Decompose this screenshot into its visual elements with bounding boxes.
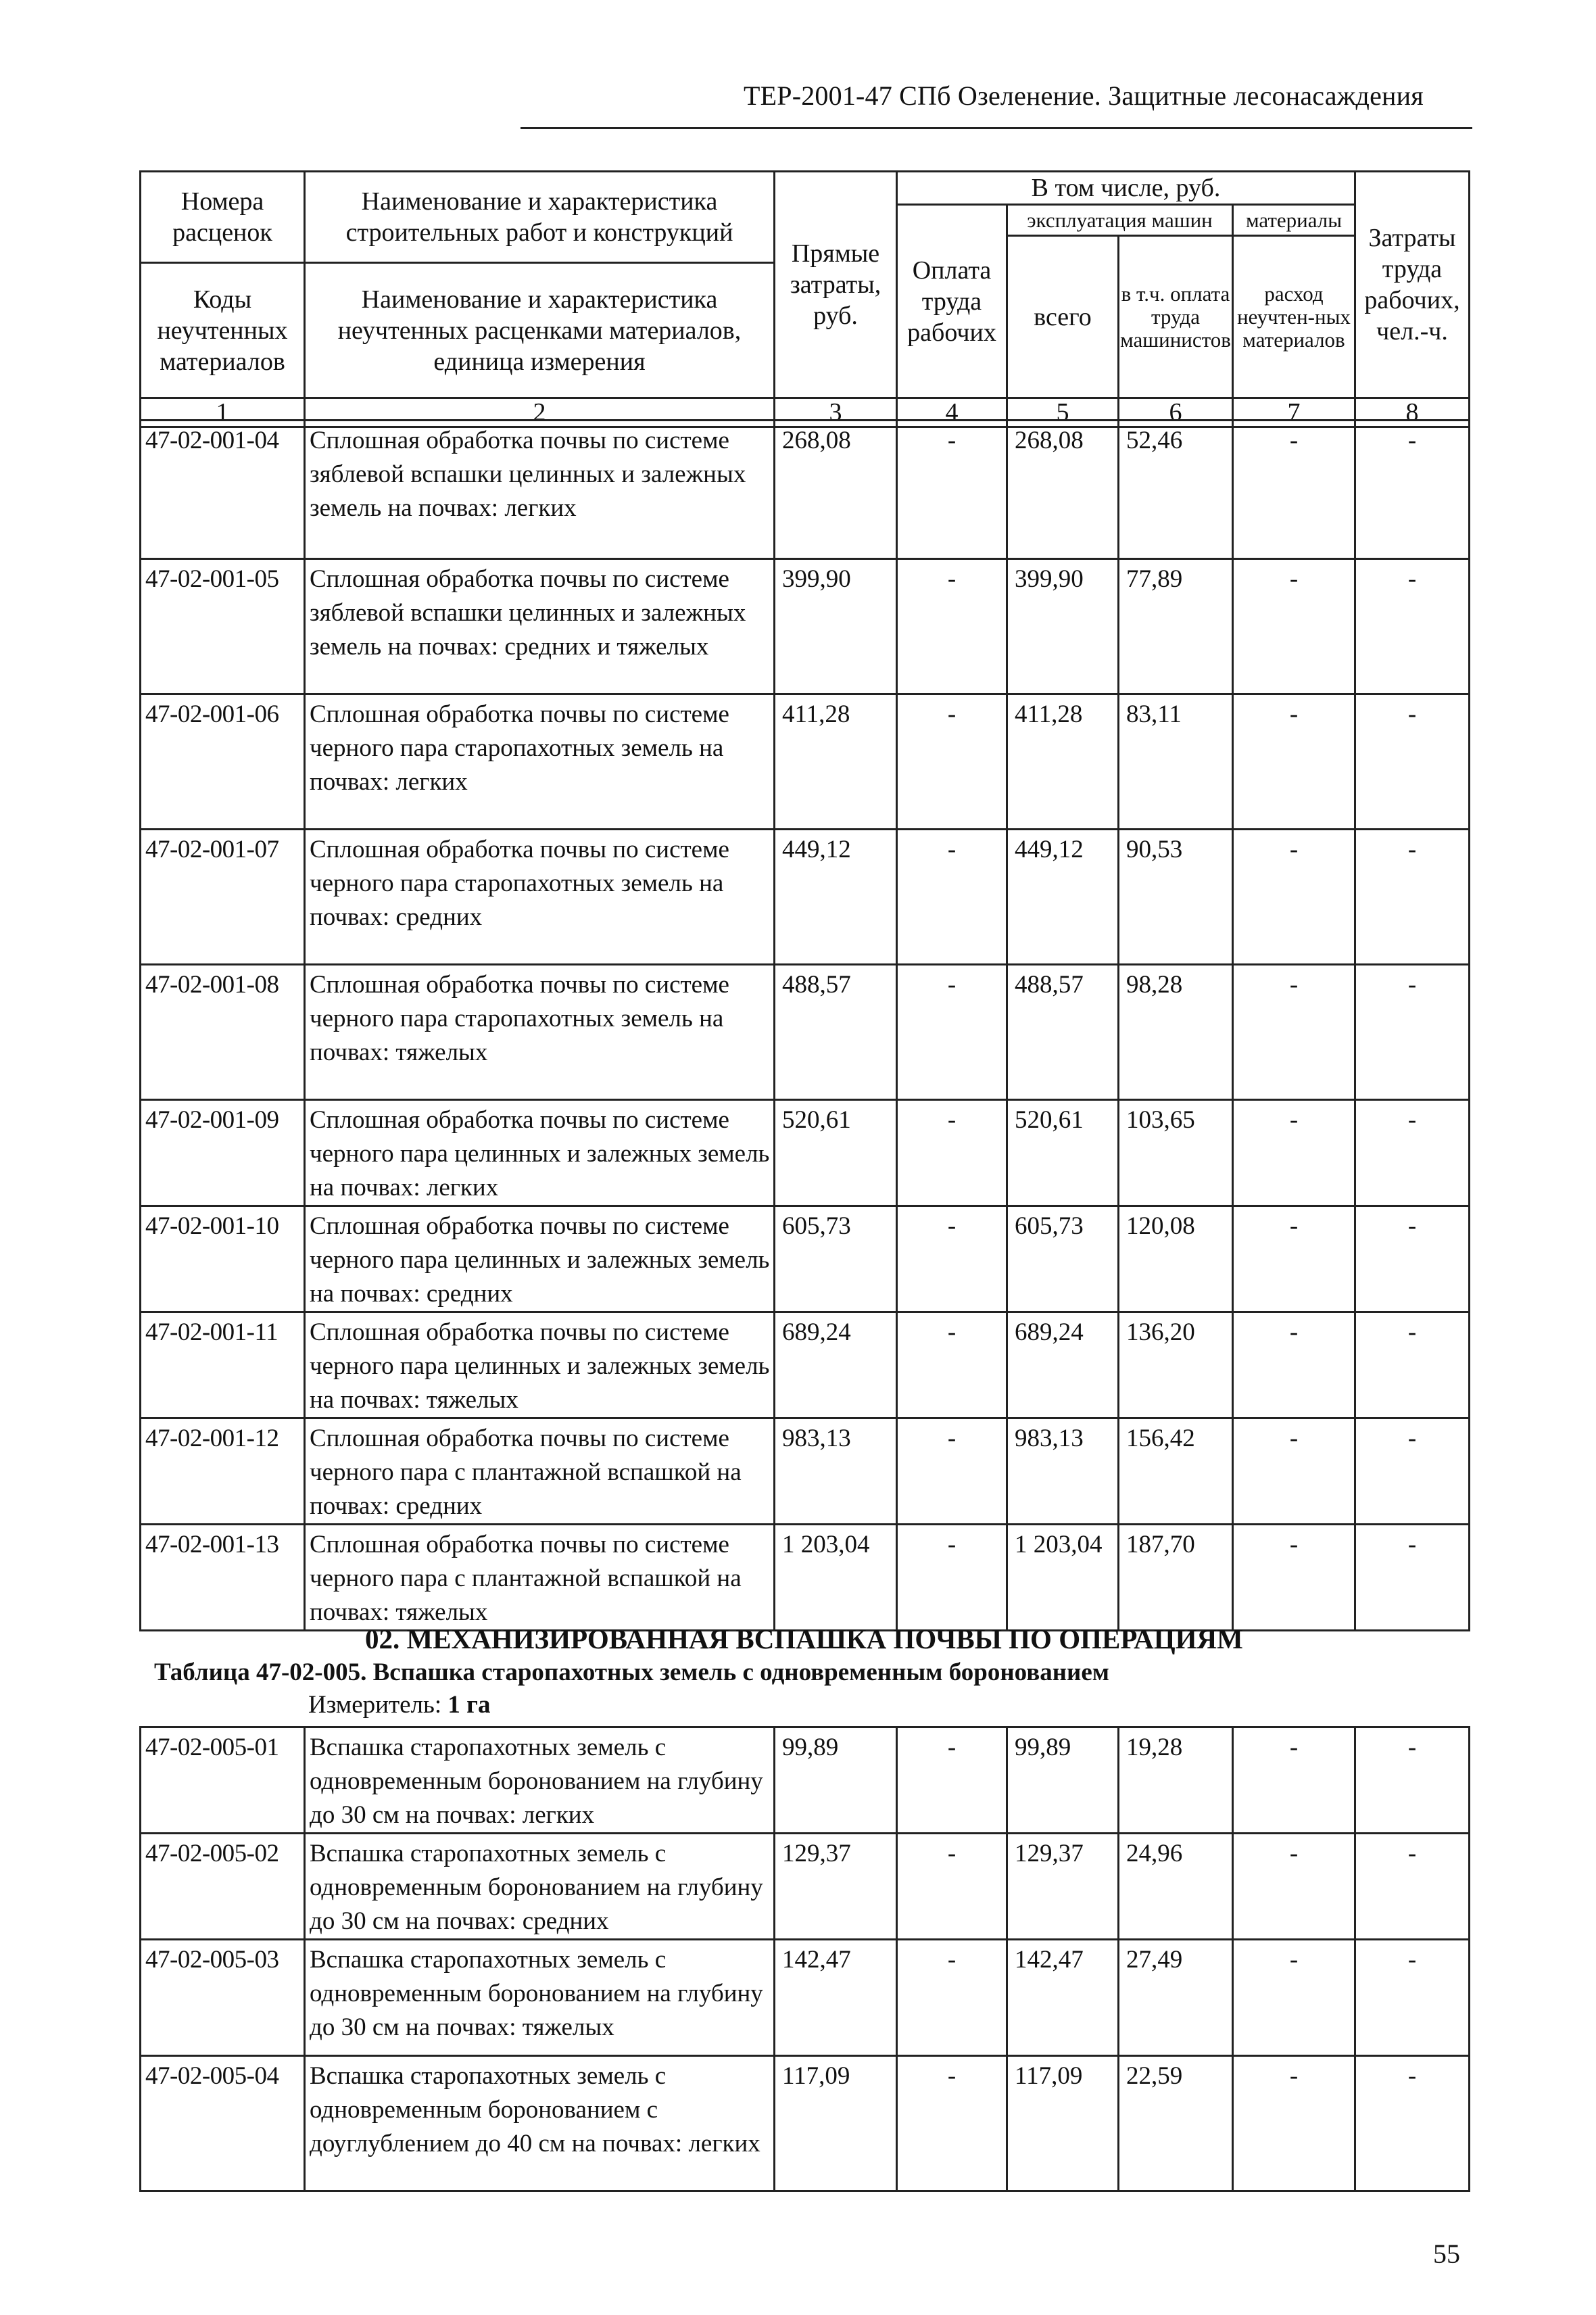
header-num-8: 8 <box>1355 398 1470 427</box>
labor-pay-cell: - <box>897 1940 1007 2056</box>
labor-pay-cell: - <box>897 1100 1007 1206</box>
rate-code-cell: 47-02-001-05 <box>141 559 305 694</box>
direct-costs-cell: 605,73 <box>775 1206 897 1312</box>
header-num-7: 7 <box>1233 398 1355 427</box>
machinists-pay-cell: 187,70 <box>1119 1525 1233 1631</box>
labor-hours-cell: - <box>1355 1727 1470 1834</box>
unit-value: 1 га <box>448 1691 491 1719</box>
direct-costs-cell: 689,24 <box>775 1312 897 1418</box>
header-labor-pay: Оплата труда рабочих <box>897 205 1007 398</box>
header-num-3: 3 <box>775 398 897 427</box>
rate-name-cell: Сплошная обработка почвы по системе черного пара целинных и залежных земель на почвах: легких <box>305 1100 775 1206</box>
header-materials-group: материалы <box>1233 205 1355 236</box>
labor-hours-cell: - <box>1355 965 1470 1100</box>
labor-hours-cell: - <box>1355 1525 1470 1631</box>
labor-pay-cell: - <box>897 1312 1007 1418</box>
machines-total-cell: 488,57 <box>1007 965 1119 1100</box>
materials-cost-cell: - <box>1233 1940 1355 2056</box>
machinists-pay-cell: 103,65 <box>1119 1100 1233 1206</box>
rate-name-cell: Сплошная обработка почвы по системе черного пара старопахотных земель на почвах: легких <box>305 694 775 830</box>
rate-name-cell: Вспашка старопахотных земель с одновременным боронованием с доуглублением до 40 см на почвах: легких <box>305 2056 775 2191</box>
rate-code-cell: 47-02-001-08 <box>141 965 305 1100</box>
materials-cost-cell: - <box>1233 1206 1355 1312</box>
machinists-pay-cell: 52,46 <box>1119 421 1233 559</box>
table-row <box>141 965 1470 1100</box>
materials-cost-cell: - <box>1233 559 1355 694</box>
table-row <box>141 1312 1470 1418</box>
labor-pay-cell: - <box>897 1418 1007 1525</box>
header-machines-total: всего <box>1007 236 1119 398</box>
header-num-4: 4 <box>897 398 1007 427</box>
labor-hours-cell: - <box>1355 1206 1470 1312</box>
direct-costs-cell: 411,28 <box>775 694 897 830</box>
table-row <box>141 1727 1470 1834</box>
materials-cost-cell: - <box>1233 830 1355 965</box>
page-number: 55 <box>1433 2239 1460 2269</box>
table-row <box>141 1834 1470 1940</box>
machinists-pay-cell: 77,89 <box>1119 559 1233 694</box>
machines-total-cell: 99,89 <box>1007 1727 1119 1834</box>
machinists-pay-cell: 90,53 <box>1119 830 1233 965</box>
rates-table-005 <box>139 1726 1470 2192</box>
direct-costs-cell: 399,90 <box>775 559 897 694</box>
header-name-top: Наименование и характеристика строительных работ и конструкций <box>305 172 775 263</box>
rate-code-cell: 47-02-005-04 <box>141 2056 305 2191</box>
rate-code-cell: 47-02-001-12 <box>141 1418 305 1525</box>
machinists-pay-cell: 156,42 <box>1119 1418 1233 1525</box>
labor-pay-cell: - <box>897 2056 1007 2191</box>
rate-name-cell: Сплошная обработка почвы по системе черного пара старопахотных земель на почвах: средних <box>305 830 775 965</box>
direct-costs-cell: 142,47 <box>775 1940 897 2056</box>
labor-hours-cell: - <box>1355 1418 1470 1525</box>
header-group-including: В том числе, руб. <box>897 172 1355 205</box>
header-labor-hours: Затраты труда рабочих, чел.-ч. <box>1355 172 1470 398</box>
machines-total-cell: 129,37 <box>1007 1834 1119 1940</box>
machines-total-cell: 268,08 <box>1007 421 1119 559</box>
machines-total-cell: 1 203,04 <box>1007 1525 1119 1631</box>
header-num-5: 5 <box>1007 398 1119 427</box>
rate-code-cell: 47-02-005-01 <box>141 1727 305 1834</box>
direct-costs-cell: 129,37 <box>775 1834 897 1940</box>
rate-name-cell: Сплошная обработка почвы по системе черного пара с плантажной вспашкой на почвах: средних <box>305 1418 775 1525</box>
machines-total-cell: 520,61 <box>1007 1100 1119 1206</box>
machinists-pay-cell: 120,08 <box>1119 1206 1233 1312</box>
labor-hours-cell: - <box>1355 1834 1470 1940</box>
machinists-pay-cell: 19,28 <box>1119 1727 1233 1834</box>
labor-hours-cell: - <box>1355 694 1470 830</box>
header-unaccounted-materials: расход неучтен-ных материалов <box>1233 236 1355 398</box>
machines-total-cell: 142,47 <box>1007 1940 1119 2056</box>
header-machines-group: эксплуатация машин <box>1007 205 1233 236</box>
table-row <box>141 694 1470 830</box>
direct-costs-cell: 1 203,04 <box>775 1525 897 1631</box>
rates-table-001 <box>139 419 1470 1631</box>
direct-costs-cell: 488,57 <box>775 965 897 1100</box>
machinists-pay-cell: 24,96 <box>1119 1834 1233 1940</box>
machinists-pay-cell: 27,49 <box>1119 1940 1233 2056</box>
labor-hours-cell: - <box>1355 1940 1470 2056</box>
machines-total-cell: 449,12 <box>1007 830 1119 965</box>
machines-total-cell: 689,24 <box>1007 1312 1119 1418</box>
header-num-2: 2 <box>305 398 775 427</box>
table-row <box>141 1206 1470 1312</box>
machines-total-cell: 605,73 <box>1007 1206 1119 1312</box>
machinists-pay-cell: 83,11 <box>1119 694 1233 830</box>
materials-cost-cell: - <box>1233 2056 1355 2191</box>
direct-costs-cell: 268,08 <box>775 421 897 559</box>
direct-costs-cell: 983,13 <box>775 1418 897 1525</box>
machines-total-cell: 983,13 <box>1007 1418 1119 1525</box>
header-machinists-pay: в т.ч. оплата труда машинистов <box>1119 236 1233 398</box>
materials-cost-cell: - <box>1233 1418 1355 1525</box>
labor-pay-cell: - <box>897 965 1007 1100</box>
table-row <box>141 1418 1470 1525</box>
machines-total-cell: 399,90 <box>1007 559 1119 694</box>
rate-name-cell: Вспашка старопахотных земель с одновременным боронованием на глубину до 30 см на почвах: тяжелых <box>305 1940 775 2056</box>
header-codes-bottom: Коды неучтенных материалов <box>141 263 305 398</box>
labor-pay-cell: - <box>897 1834 1007 1940</box>
labor-hours-cell: - <box>1355 559 1470 694</box>
machines-total-cell: 411,28 <box>1007 694 1119 830</box>
direct-costs-cell: 520,61 <box>775 1100 897 1206</box>
materials-cost-cell: - <box>1233 421 1355 559</box>
rate-name-cell: Сплошная обработка почвы по системе зяблевой вспашки целинных и залежных земель на почвах: средних и тяжелых <box>305 559 775 694</box>
rate-name-cell: Сплошная обработка почвы по системе черного пара с плантажной вспашкой на почвах: тяжелых <box>305 1525 775 1631</box>
machinists-pay-cell: 98,28 <box>1119 965 1233 1100</box>
labor-hours-cell: - <box>1355 830 1470 965</box>
header-rule <box>521 127 1472 129</box>
unit-label: Измеритель: <box>308 1691 442 1719</box>
table-title: Таблица 47-02-005. Вспашка старопахотных земель с одновременным боронованием <box>154 1658 1109 1686</box>
section-title: 02. МЕХАНИЗИРОВАННАЯ ВСПАШКА ПОЧВЫ ПО ОПЕРАЦИЯМ <box>365 1623 1243 1654</box>
table-row <box>141 1525 1470 1631</box>
column-header-table <box>139 170 1470 428</box>
rate-name-cell: Вспашка старопахотных земель с одновременным боронованием на глубину до 30 см на почвах: средних <box>305 1834 775 1940</box>
direct-costs-cell: 449,12 <box>775 830 897 965</box>
table-row <box>141 1100 1470 1206</box>
materials-cost-cell: - <box>1233 1312 1355 1418</box>
labor-pay-cell: - <box>897 559 1007 694</box>
labor-pay-cell: - <box>897 694 1007 830</box>
materials-cost-cell: - <box>1233 1525 1355 1631</box>
labor-pay-cell: - <box>897 421 1007 559</box>
rate-code-cell: 47-02-001-10 <box>141 1206 305 1312</box>
machinists-pay-cell: 136,20 <box>1119 1312 1233 1418</box>
header-num-1: 1 <box>141 398 305 427</box>
direct-costs-cell: 99,89 <box>775 1727 897 1834</box>
rate-code-cell: 47-02-005-02 <box>141 1834 305 1940</box>
rate-name-cell: Сплошная обработка почвы по системе черного пара целинных и залежных земель на почвах: тяжелых <box>305 1312 775 1418</box>
labor-pay-cell: - <box>897 1206 1007 1312</box>
rate-name-cell: Сплошная обработка почвы по системе зяблевой вспашки целинных и залежных земель на почвах: легких <box>305 421 775 559</box>
table-row <box>141 421 1470 559</box>
header-num-6: 6 <box>1119 398 1233 427</box>
table-row <box>141 1940 1470 2056</box>
rate-name-cell: Вспашка старопахотных земель с одновременным боронованием на глубину до 30 см на почвах: легких <box>305 1727 775 1834</box>
table-row <box>141 559 1470 694</box>
header-codes-top: Номера расценок <box>141 172 305 263</box>
labor-hours-cell: - <box>1355 1100 1470 1206</box>
materials-cost-cell: - <box>1233 1727 1355 1834</box>
materials-cost-cell: - <box>1233 694 1355 830</box>
labor-hours-cell: - <box>1355 1312 1470 1418</box>
unit-line <box>308 1690 490 1719</box>
rate-code-cell: 47-02-001-09 <box>141 1100 305 1206</box>
rate-name-cell: Сплошная обработка почвы по системе черного пара целинных и залежных земель на почвах: средних <box>305 1206 775 1312</box>
labor-hours-cell: - <box>1355 421 1470 559</box>
rate-code-cell: 47-02-001-11 <box>141 1312 305 1418</box>
header-name-bottom: Наименование и характеристика неучтенных расценками материалов, единица измерения <box>305 263 775 398</box>
materials-cost-cell: - <box>1233 1100 1355 1206</box>
page-header: ТЕР-2001-47 СПб Озеленение. Защитные лесонасаждения <box>744 80 1424 111</box>
rate-code-cell: 47-02-001-07 <box>141 830 305 965</box>
labor-pay-cell: - <box>897 1525 1007 1631</box>
rate-code-cell: 47-02-001-04 <box>141 421 305 559</box>
labor-pay-cell: - <box>897 830 1007 965</box>
materials-cost-cell: - <box>1233 965 1355 1100</box>
labor-pay-cell: - <box>897 1727 1007 1834</box>
materials-cost-cell: - <box>1233 1834 1355 1940</box>
machines-total-cell: 117,09 <box>1007 2056 1119 2191</box>
rate-code-cell: 47-02-005-03 <box>141 1940 305 2056</box>
table-row <box>141 830 1470 965</box>
table-row <box>141 2056 1470 2191</box>
rate-name-cell: Сплошная обработка почвы по системе черного пара старопахотных земель на почвах: тяжелых <box>305 965 775 1100</box>
labor-hours-cell: - <box>1355 2056 1470 2191</box>
machinists-pay-cell: 22,59 <box>1119 2056 1233 2191</box>
rate-code-cell: 47-02-001-13 <box>141 1525 305 1631</box>
rate-code-cell: 47-02-001-06 <box>141 694 305 830</box>
header-direct-costs: Прямые затраты, руб. <box>775 172 897 398</box>
direct-costs-cell: 117,09 <box>775 2056 897 2191</box>
